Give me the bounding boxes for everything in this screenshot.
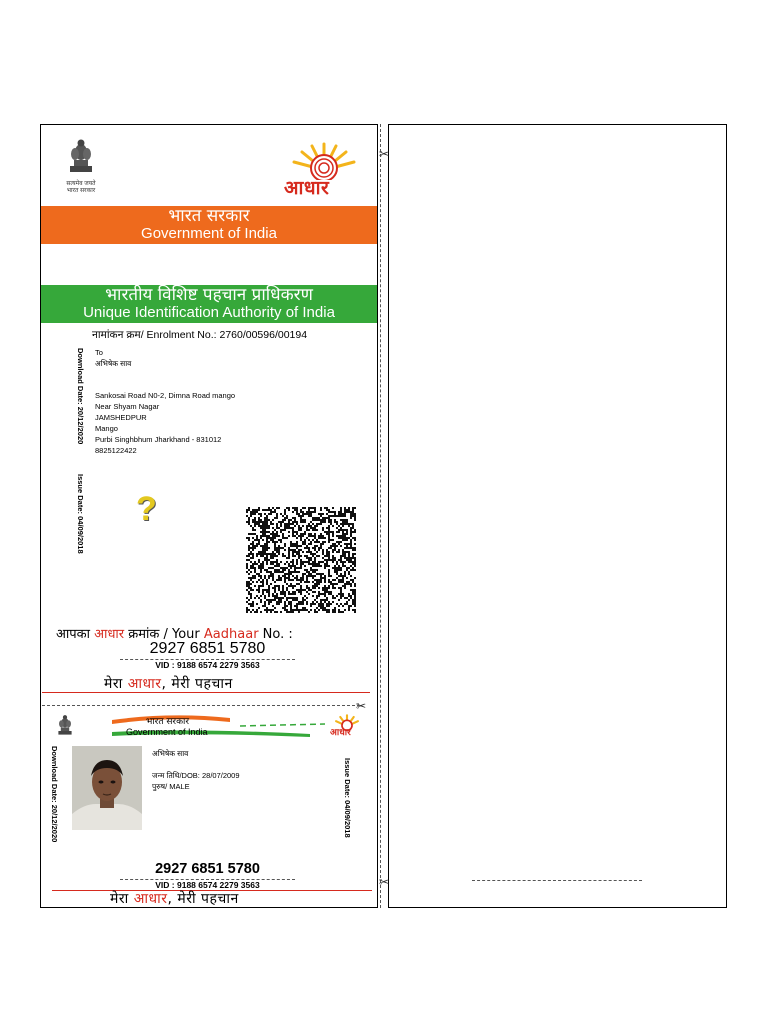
horizontal-cut-line (42, 705, 360, 706)
resident-photo (72, 746, 142, 830)
scissors-icon: ✂ (356, 699, 367, 713)
aadhaar-logo (274, 140, 374, 199)
national-emblem-small (56, 712, 80, 742)
tagline (104, 674, 233, 693)
blank-back-panel (388, 124, 727, 908)
aadhaar-number: 2927 6851 5780 (149, 640, 266, 657)
tagline-part: मेरा (110, 891, 134, 907)
phone-number: 8825122422 (95, 446, 137, 455)
national-emblem-icon (56, 712, 74, 738)
photo-image (72, 746, 142, 830)
qr-code-icon (246, 507, 356, 613)
national-emblem (58, 136, 104, 198)
aadhaar-logo-text: आधार (284, 177, 330, 199)
tagline-part: , मेरी पहचान (167, 891, 239, 907)
signature-line (472, 880, 642, 881)
aadhaar-logo-text-small: आधार (330, 728, 351, 738)
national-emblem-icon (66, 136, 96, 176)
emblem-caption-gov: भारत सरकार (66, 188, 96, 194)
divider-red (42, 692, 370, 693)
aadhaar-number-small: 2927 6851 5780 (155, 861, 260, 877)
uidai-band (41, 285, 377, 323)
small-gov-english: Government of India (126, 727, 208, 737)
resident-name: अभिषेक साव (95, 359, 132, 368)
tagline-part: मेरा (104, 676, 128, 692)
label-part: Aadhaar (203, 627, 259, 642)
address-line: Mango (95, 424, 118, 433)
gov-hindi: भारत सरकार (168, 206, 250, 226)
tagline-part: , मेरी पहचान (161, 676, 233, 692)
date-of-birth: जन्म तिथि/DOB: 28/07/2009 (152, 771, 240, 780)
issue-date: Issue Date: 04/09/2018 (76, 474, 85, 554)
vertical-cut-line (380, 124, 381, 908)
label-part: No. : (258, 627, 293, 642)
emblem-caption-motto: सत्यमेव जयते (66, 181, 96, 187)
download-date: Download Date: 20/12/2020 (76, 348, 85, 445)
scissors-icon: ✂ (379, 875, 390, 889)
resident-name-small: अभिषेक साव (152, 749, 189, 758)
gov-english: Government of India (141, 225, 277, 242)
address-line: JAMSHEDPUR (95, 413, 147, 422)
vid-number-small: VID : 9188 6574 2279 3563 (155, 880, 260, 890)
small-download-date: Download Date: 20/12/2020 (50, 746, 59, 843)
uidai-hindi: भारतीय विशिष्ट पहचान प्राधिकरण (105, 285, 313, 305)
label-part: आपका (56, 627, 95, 642)
aadhaar-logo-small (326, 712, 368, 740)
label-part: आधार (94, 627, 125, 642)
address-line: Sankosai Road N0-2, Dimna Road mango (95, 391, 236, 400)
resident-details (152, 748, 240, 792)
small-gov-hindi: भारत सरकार (146, 717, 190, 727)
address-line: Near Shyam Nagar (95, 402, 160, 411)
gender: पुरुष/ MALE (152, 782, 190, 791)
tagline-small (110, 889, 239, 908)
address-to: To (95, 348, 103, 357)
vid-number: VID : 9188 6574 2279 3563 (155, 660, 260, 670)
uidai-english: Unique Identification Authority of India (83, 304, 335, 321)
small-issue-date: Issue Date: 04/09/2018 (343, 758, 352, 838)
address-line: Purbi Singhbhum Jharkhand - 831012 (95, 435, 222, 444)
label-part: क्रमांक / Your (124, 627, 204, 642)
government-band (41, 206, 377, 244)
scissors-icon: ✂ (379, 147, 390, 161)
enrolment-number: नामांकन क्रम/ Enrolment No.: 2760/00596/00194 (92, 329, 308, 341)
tagline-part: आधार (127, 676, 162, 692)
photo-placeholder-question-mark: ? (136, 490, 157, 528)
address-block (95, 347, 235, 456)
tagline-part: आधार (133, 891, 168, 907)
small-gov-banner (110, 712, 340, 740)
